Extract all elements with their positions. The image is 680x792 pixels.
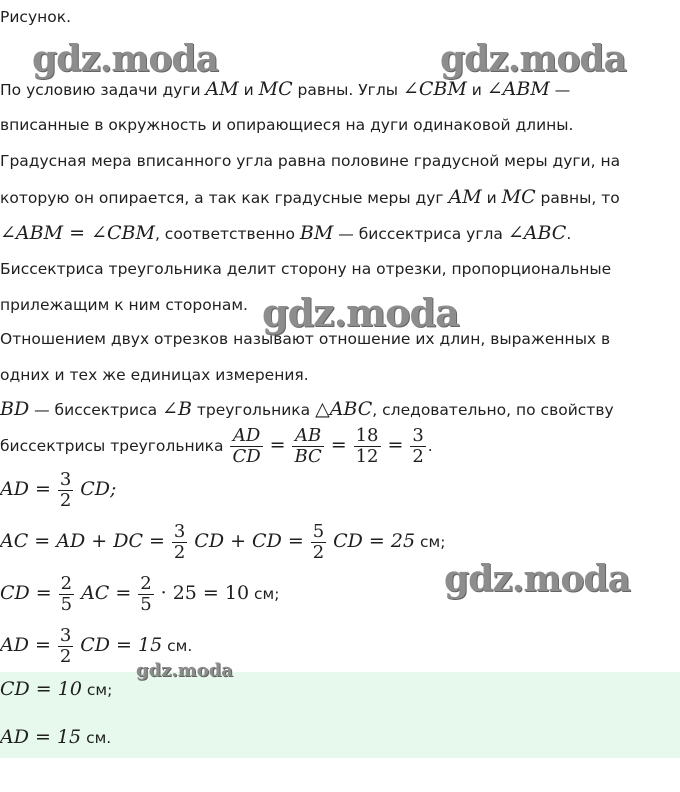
fraction: $\frac{2}{5}$ [140, 573, 152, 615]
fraction: $\frac{3}{2}$ [59, 469, 72, 511]
equation-4: AD = $\frac{3}{2}$ CD = 15 см. [0, 626, 193, 667]
answer-box [0, 672, 680, 758]
fraction-ab-bc: $\frac{AB}{BC}$ [294, 426, 322, 467]
watermark: gdz.moda [444, 558, 630, 600]
paragraph-2-line-2: которую он опирается, а так как градусные меры дуг AM и MC равны, то [0, 186, 620, 208]
watermark: gdz.moda [262, 290, 459, 335]
paragraph-4-line-2: одних и тех же единицах измерения. [0, 366, 309, 384]
fraction: $\frac{5}{2}$ [312, 521, 325, 563]
equation-2: AC = AD + DC = $\frac{3}{2}$ CD + CD = $\frac{5}{2}$ CD = 25 см; [0, 521, 446, 563]
paragraph-5-line-2: биссектрисы треугольника $\frac{AD}{CD}$ = $\frac{AB}{BC}$ = $\frac{18}{12}$ = $\frac{3}{2}$ . [0, 426, 433, 467]
fraction: $\frac{2}{5}$ [60, 573, 73, 615]
paragraph-3-line-1: Биссектриса треугольника делит сторону на отрезки, пропорциональные [0, 260, 612, 278]
heading: Рисунок. [0, 8, 72, 26]
equation-3: CD = $\frac{2}{5}$ AC = $\frac{2}{5}$ · 25 = 10 см; [0, 573, 280, 615]
paragraph-2-line-3: ∠ABM = ∠CBM, соответственно BM — биссектриса угла ∠ABC. [0, 222, 572, 244]
fraction: $\frac{3}{2}$ [173, 521, 186, 563]
paragraph-4-line-1: Отношением двух отрезков называют отношение их длин, выраженных в [0, 330, 611, 348]
paragraph-1-line-2: вписанные в окружность и опирающиеся на дуги одинаковой длины. [0, 116, 574, 134]
paragraph-5-line-1: BD — биссектриса ∠B треугольника △ABC, следовательно, по свойству [0, 398, 614, 420]
fraction-ad-cd: $\frac{AD}{CD}$ [232, 426, 261, 467]
watermark: gdz.moda [440, 38, 626, 80]
paragraph-2-line-1: Градусная мера вписанного угла равна половине градусной меры дуги, на [0, 152, 621, 170]
equation-1: AD = $\frac{3}{2}$ CD; [0, 469, 117, 511]
fraction-18-12: $\frac{18}{12}$ [355, 426, 379, 467]
watermark: gdz.moda [32, 38, 218, 80]
paragraph-3-line-2: прилежащим к ним сторонам. [0, 296, 248, 314]
answer-line-2: AD = 15 см. [0, 726, 112, 748]
watermark: gdz.moda [136, 660, 233, 681]
fraction-3-2: $\frac{3}{2}$ [412, 426, 424, 467]
answer-line-1: CD = 10 см; [0, 678, 113, 700]
paragraph-1-line-1: По условию задачи дуги AM и MC равны. Углы ∠CBM и ∠ABM — [0, 78, 571, 100]
fraction: $\frac{3}{2}$ [59, 626, 72, 667]
